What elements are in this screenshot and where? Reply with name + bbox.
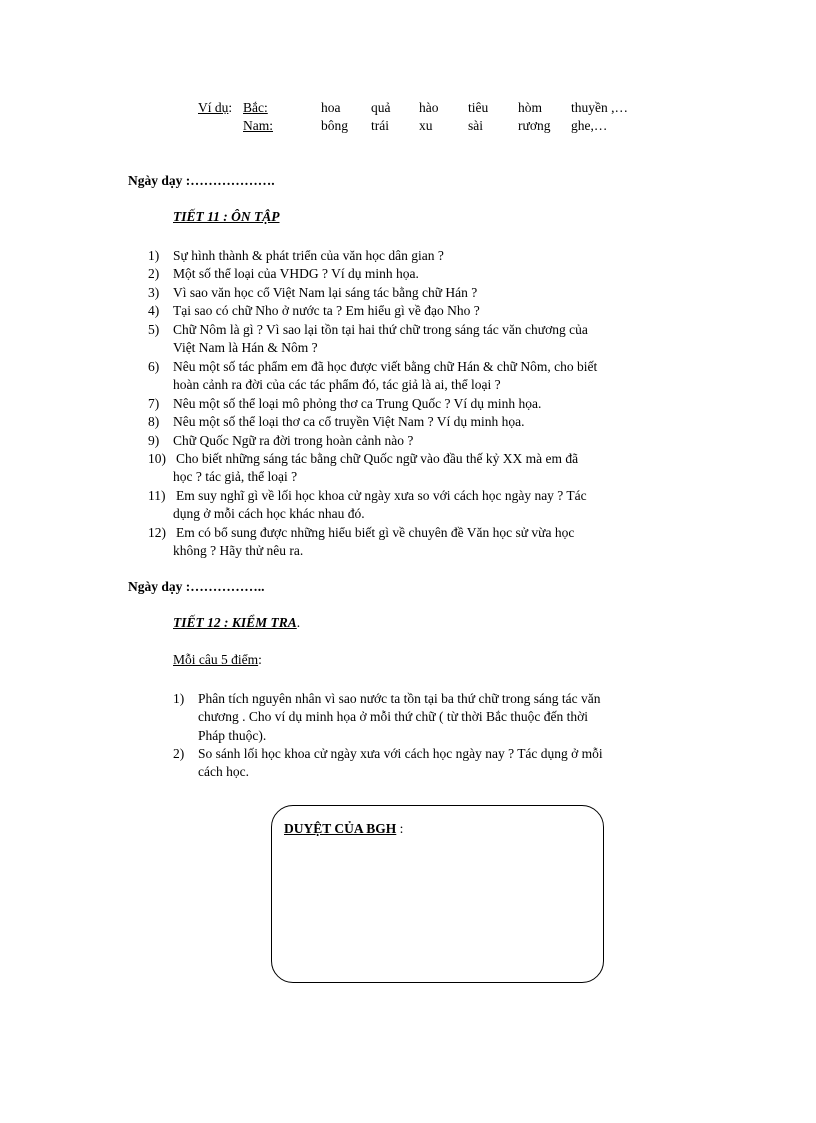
- question-number: 3): [148, 285, 160, 300]
- question-text: Việt Nam là Hán & Nôm ?: [173, 340, 318, 355]
- south-word: sài: [468, 118, 483, 133]
- north-word: hoa: [321, 100, 341, 115]
- question-number: 4): [148, 303, 160, 318]
- question-number: 9): [148, 433, 160, 448]
- points-label: Mỗi câu 5 điểm: [173, 652, 259, 667]
- question-text: Vì sao văn học cổ Việt Nam lại sáng tác bằng chữ Hán ?: [173, 285, 478, 300]
- question-number: 10): [148, 451, 166, 466]
- question-number: 8): [148, 414, 160, 429]
- south-word: bông: [321, 118, 348, 133]
- question-number: 7): [148, 396, 160, 411]
- question-text: Cho biết những sáng tác bằng chữ Quốc ngữ vào đầu thế kỷ XX mà em đã: [176, 451, 579, 466]
- question-text: hoàn cảnh ra đời của các tác phẩm đó, tác giả là ai, thể loại ?: [173, 377, 501, 392]
- lesson12-title: TIẾT 12 : KIỂM TRA: [173, 615, 297, 630]
- question-text: Em có bổ sung được những hiểu biết gì về chuyên đề Văn học sử vừa học: [176, 525, 575, 540]
- north-word: tiêu: [468, 100, 489, 115]
- question-text: Chữ Nôm là gì ? Vì sao lại tồn tại hai thứ chữ trong sáng tác văn chương của: [173, 322, 588, 337]
- question-text: Một số thể loại của VHDG ? Ví dụ minh họa.: [173, 266, 419, 281]
- example-label-wrap: [198, 99, 232, 116]
- question-number: 5): [148, 322, 160, 337]
- lesson11-title: TIẾT 11 : ÔN TẬP: [173, 209, 280, 224]
- approval-label: DUYỆT CỦA BGH: [284, 821, 397, 836]
- approval-colon: :: [396, 821, 404, 836]
- points-line: [173, 651, 262, 668]
- question-text: Chữ Quốc Ngữ ra đời trong hoàn cảnh nào ?: [173, 433, 414, 448]
- question-number: 2): [173, 746, 185, 761]
- question-text: Em suy nghĩ gì về lối học khoa cử ngày xưa so với cách học ngày nay ? Tác: [176, 488, 587, 503]
- example-colon: :: [228, 100, 233, 115]
- question-text: Nêu một số tác phẩm em đã học được viết bằng chữ Hán & chữ Nôm, cho biết: [173, 359, 598, 374]
- approval-heading: [284, 820, 403, 837]
- question-text: Pháp thuộc).: [198, 728, 267, 743]
- south-word: trái: [371, 118, 389, 133]
- south-word: ghe,…: [571, 118, 608, 133]
- north-word: hòm: [518, 100, 543, 115]
- question-text: cách học.: [198, 764, 249, 779]
- north-word: thuyền ,…: [571, 100, 628, 115]
- question-text: Tại sao có chữ Nho ở nước ta ? Em hiểu gì về đạo Nho ?: [173, 303, 480, 318]
- question-text: Sự hình thành & phát triển của văn học dân gian ?: [173, 248, 444, 263]
- question-text: So sánh lối học khoa cử ngày xưa với cách học ngày nay ? Tác dụng ở mỗi: [198, 746, 603, 761]
- question-number: 1): [148, 248, 160, 263]
- question-text: chương . Cho ví dụ minh họa ở mỗi thứ chữ ( từ thời Bắc thuộc đến thời: [198, 709, 589, 724]
- north-word: hào: [419, 100, 439, 115]
- question-text: Nêu một số thể loại thơ ca cổ truyền Việt Nam ? Ví dụ minh họa.: [173, 414, 525, 429]
- lesson12-date-line: Ngày dạy :……………..: [128, 579, 265, 594]
- question-text: Nêu một số thể loại mô phỏng thơ ca Trung Quốc ? Ví dụ minh họa.: [173, 396, 542, 411]
- example-south-label: Nam:: [243, 118, 273, 133]
- question-text: học ? tác giả, thể loại ?: [173, 469, 298, 484]
- north-word: quả: [371, 100, 391, 115]
- lesson12-title-wrap: [173, 614, 300, 631]
- question-number: 11): [148, 488, 166, 503]
- question-text: không ? Hãy thử nêu ra.: [173, 543, 304, 558]
- question-number: 12): [148, 525, 166, 540]
- lesson11-date-line: Ngày dạy :……………….: [128, 173, 275, 188]
- question-number: 2): [148, 266, 160, 281]
- lesson12-title-period: .: [296, 615, 301, 630]
- example-north-label: Bắc:: [243, 100, 268, 115]
- question-text: Phân tích nguyên nhân vì sao nước ta tồn tại ba thứ chữ trong sáng tác văn: [198, 691, 601, 706]
- south-word: rương: [518, 118, 551, 133]
- question-number: 1): [173, 691, 185, 706]
- points-colon: :: [258, 652, 262, 667]
- question-number: 6): [148, 359, 160, 374]
- question-text: dụng ở mỗi cách học khác nhau đó.: [173, 506, 365, 521]
- example-label: Ví dụ: [198, 100, 229, 115]
- south-word: xu: [419, 118, 433, 133]
